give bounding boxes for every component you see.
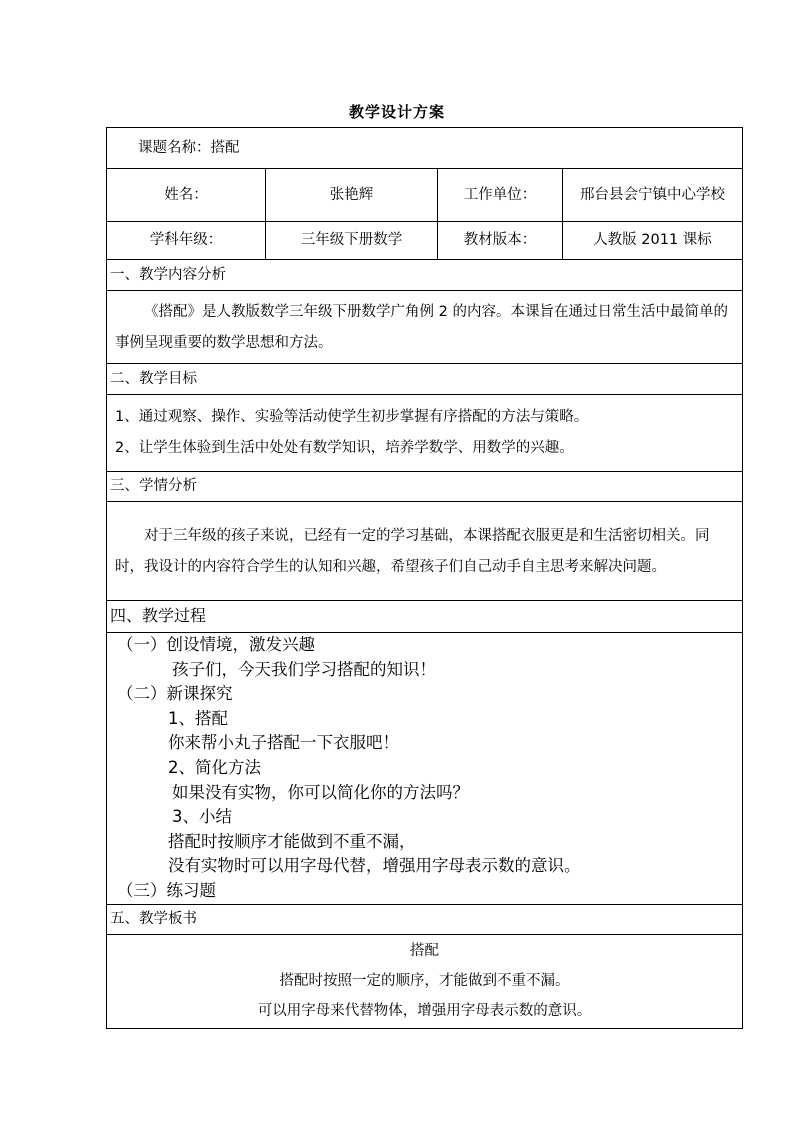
board-line: 搭配: [410, 943, 439, 960]
board-line: 可以用字母来代替物体，增强用字母表示数的意识。: [257, 1003, 592, 1020]
unit-value: 邢台县会宁镇中心学校: [563, 169, 743, 222]
goal-item: 1、通过观察、操作、实验等活动使学生初步掌握有序搭配的方法与策略。: [115, 409, 589, 425]
name-unit-row: [107, 169, 743, 222]
goals-cell: [107, 395, 743, 472]
content-analysis-heading: 一、教学内容分析: [107, 260, 743, 291]
process-line: 1、搭配: [168, 708, 228, 728]
process-heading: 四、教学过程: [107, 601, 743, 633]
process-line: （一）创设情境，激发兴趣: [117, 635, 315, 654]
course-row: [107, 128, 743, 169]
learner-analysis-row: [107, 502, 743, 601]
goal-item: 2、让学生体验到生活中处处有数学知识，培养学数学、用数学的兴趣。: [115, 440, 574, 456]
grade-label: 学科年级：: [107, 222, 266, 260]
board-row: [107, 934, 743, 1028]
goals-row: [107, 395, 743, 472]
course-cell: [107, 128, 743, 169]
course-value: 搭配: [210, 139, 240, 156]
content-analysis-heading-row: [107, 260, 743, 291]
lesson-plan-table: [106, 127, 743, 1029]
board-heading: 五、教学板书: [107, 904, 743, 934]
process-row: [107, 633, 743, 905]
process-line: 没有实物时可以用字母代替，增强用字母表示数的意识。: [168, 856, 581, 876]
process-line: 你来帮小丸子搭配一下衣服吧！: [168, 733, 399, 753]
course-label: 课题名称：: [138, 139, 211, 156]
process-cell: [107, 633, 743, 905]
unit-label: 工作单位：: [438, 169, 563, 222]
goals-heading: 二、教学目标: [107, 364, 743, 395]
process-line: 孩子们，今天我们学习搭配的知识！: [172, 659, 436, 679]
process-line: （二）新课探究: [117, 684, 233, 704]
learner-analysis-heading-row: [107, 472, 743, 502]
name-label: 姓名：: [107, 169, 266, 222]
name-value: 张艳辉: [266, 169, 438, 222]
grade-edition-row: [107, 222, 743, 260]
document-title: 教学设计方案: [348, 103, 445, 121]
process-line: （三）练习题: [117, 880, 216, 900]
content-analysis-text: 《搭配》是人教版数学三年级下册数学广角例 2 的内容。本课旨在通过日常生活中最简单的事例呈现重要的数学思想和方法。: [107, 291, 743, 364]
process-line: 3、小结: [172, 807, 232, 827]
learner-analysis-heading: 三、学情分析: [107, 472, 743, 502]
process-line: 搭配时按顺序才能做到不重不漏，: [168, 831, 416, 851]
edition-label: 教材版本：: [438, 222, 563, 260]
edition-value: 人教版 2011 课标: [563, 222, 743, 260]
goals-heading-row: [107, 364, 743, 395]
board-line: 搭配时按照一定的顺序，才能做到不重不漏。: [279, 973, 570, 990]
grade-value: 三年级下册数学: [266, 222, 438, 260]
learner-analysis-text: 对于三年级的孩子来说，已经有一定的学习基础，本课搭配衣服更是和生活密切相关。同时，我设计的内容符合学生的认知和兴趣，希望孩子们自己动手自主思考来解决问题。: [107, 502, 743, 601]
content-analysis-row: [107, 291, 743, 364]
board-heading-row: [107, 904, 743, 934]
process-heading-row: [107, 601, 743, 633]
process-line: 如果没有实物，你可以简化你的方法吗？: [172, 782, 469, 802]
board-cell: [107, 934, 743, 1028]
process-line: 2、简化方法: [168, 757, 261, 777]
